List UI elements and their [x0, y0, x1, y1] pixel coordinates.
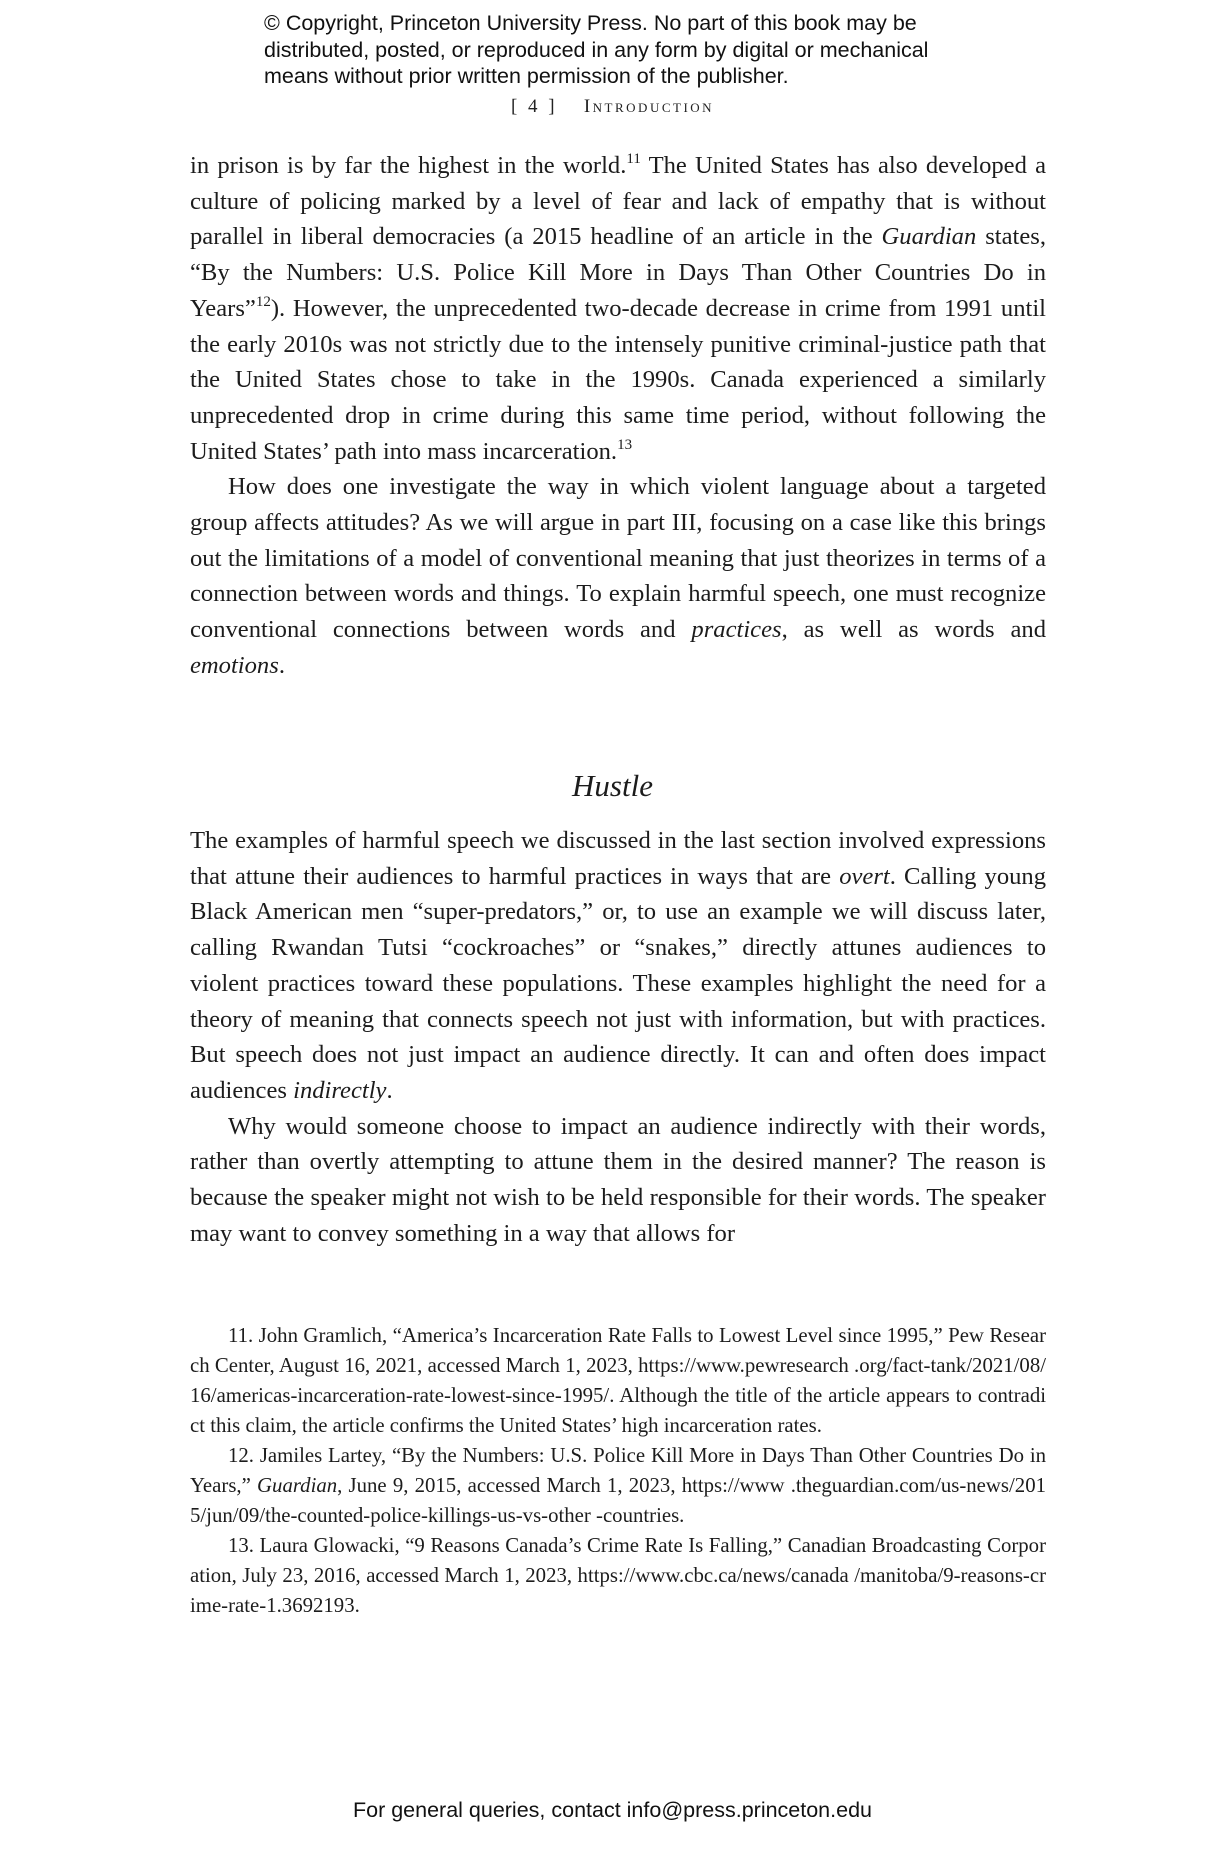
copyright-line: means without prior written permission of the publisher. — [264, 64, 789, 88]
paragraph: How does one investigate the way in which violent language about a targeted group affects attitudes? As we will argue in part III, focusing on a case like this brings out the limitations of a model of conventional meaning that just theorizes in terms of a connection between words and things. To explain harmful speech, one must recognize conventional connections between words and practices, as well as words and emotions. — [190, 473, 1046, 679]
footnote-13: 13. Laura Glowacki, “9 Reasons Canada’s Crime Rate Is Falling,” Canadian Broadcasting Corporation, July 23, 2016, accessed March 1, 2023, https://www.cbc.ca/news/canada /manitoba/9-reasons-crime-rate-1.3692193. — [190, 1534, 1046, 1617]
footnote-ref-12[interactable]: 12 — [255, 293, 271, 310]
footer-contact: For general queries, contact info@press.princeton.edu — [352, 1798, 872, 1822]
publication-title: Guardian — [257, 1474, 338, 1497]
emphasis: practices — [691, 616, 782, 644]
page-number: [ 4 ] — [510, 96, 558, 117]
copyright-line: distributed, posted, or reproduced in any form by digital or mechanical — [264, 37, 929, 62]
footnotes — [190, 1321, 1046, 1621]
emphasis: emotions — [190, 651, 279, 679]
paragraph: in prison is by far the highest in the world.$^{11}$ The United States has also developed a culture of policing marked by a level of fear and lack of empathy that is without parallel in liberal democracies (a 2015 headline of an article in the Guardian states, “By the Numbers: U.S. Police Kill More in Days Than Other Countries Do in Years”$^{12}$). However, the unprecedented two-decade decrease in crime from 1991 until the early 2010s was not strictly due to the intensely punitive criminal-justice path that the United States chose to take in the 1990s. Canada experienced a similarly unprecedented drop in crime during this same time period, without following the United States’ path into mass incarceration.$^{13}$ — [190, 151, 1046, 465]
paragraph: The examples of harmful speech we discussed in the last section involved expressions that attune their audiences to harmful practices in ways that are overt. Calling young Black American men “super-predators,” or, to use an example we will discuss later, calling Rwandan Tutsi “cockroaches” or “snakes,” directly attunes audiences to violent practices toward these populations. These examples highlight the need for a theory of meaning that connects speech not just with information, but with practices. But speech does not just impact an audience directly. It can and often does impact audiences indirectly. — [190, 827, 1047, 1104]
emphasis: overt — [839, 862, 890, 890]
running-head — [0, 96, 1225, 118]
section-heading: Hustle — [572, 768, 653, 803]
footnote-ref-13[interactable]: 13 — [617, 436, 633, 453]
body-text-bottom — [190, 823, 1046, 1251]
body-text-top — [190, 148, 1046, 684]
section-title: Introduction — [583, 96, 715, 117]
copyright-line: © Copyright, Princeton University Press. No part of this book may be — [264, 11, 917, 35]
copyright-notice — [264, 10, 984, 90]
paragraph: Why would someone choose to impact an audience indirectly with their words, rather than overtly attempting to attune them in the desired manner? The reason is because the speaker might not wish to be held responsible for their words. The speaker may want to convey something in a way that allows for — [190, 1112, 1046, 1247]
footnote-12: 12. Jamiles Lartey, “By the Numbers: U.S. Police Kill More in Days Than Other Countries Do in Years,” Guardian, June 9, 2015, accessed March 1, 2023, https://www .theguardian.com/us-news/2015/jun/09/the-counted-police-killings-us-vs-other -countries. — [190, 1444, 1046, 1527]
footnote-ref-11[interactable]: 11 — [626, 151, 641, 167]
footnote-11: 11. John Gramlich, “America’s Incarceration Rate Falls to Lowest Level since 1995,” Pew Research Center, August 16, 2021, accessed March 1, 2023, https://www.pewresearch .org/fact-tank/2021/08/16/americas-incarceration-rate-lowest-since-1995/. Although the title of the article appears to contradict this claim, the article confirms the United States’ high incarceration rates. — [190, 1324, 1046, 1437]
publication-title: Guardian — [881, 223, 977, 251]
emphasis: indirectly — [293, 1076, 387, 1104]
